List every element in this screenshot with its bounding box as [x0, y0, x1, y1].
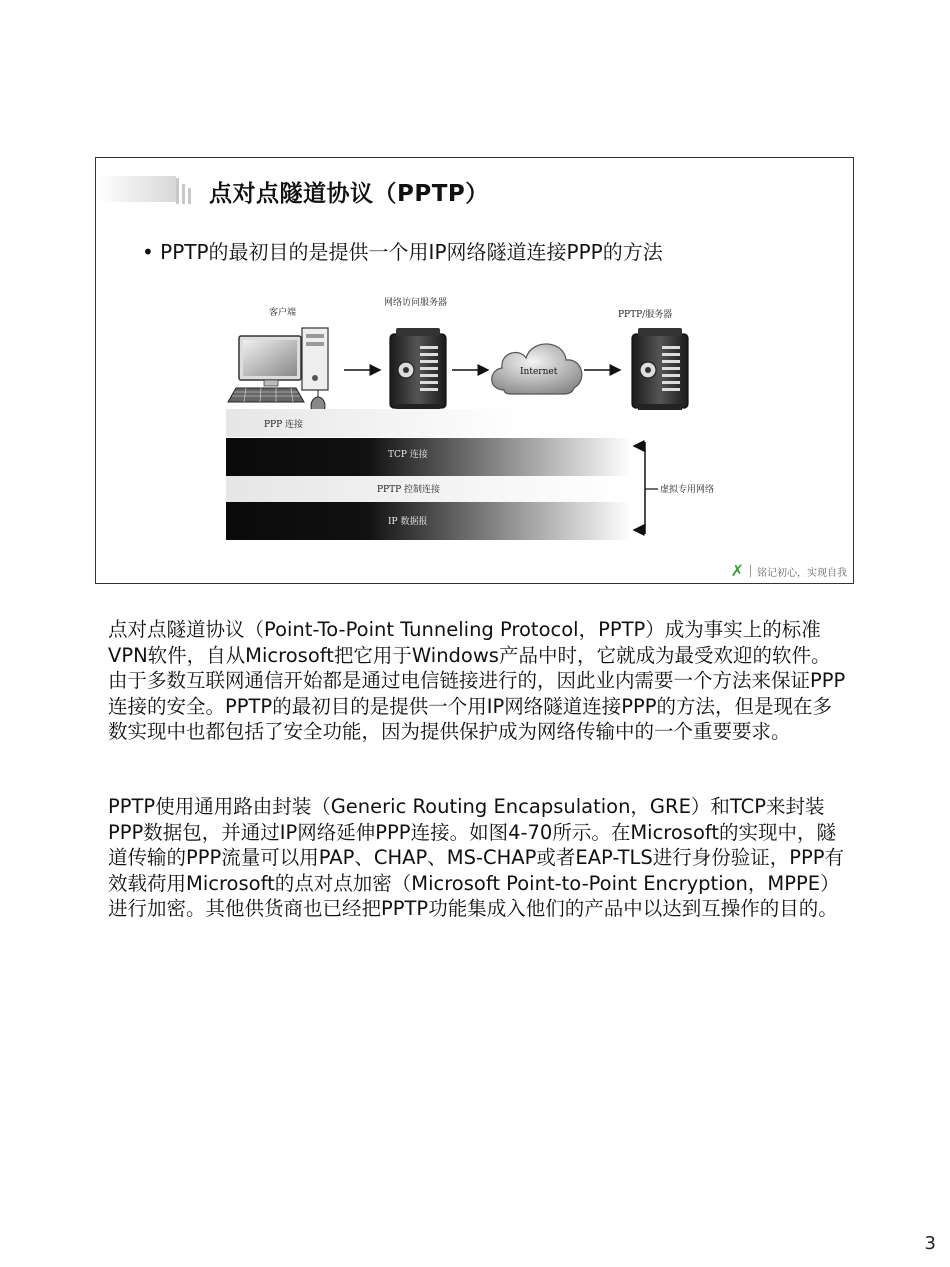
- body-paragraph-2: PPTP使用通用路由封装（Generic Routing Encapsulation，GRE）和TCP来封装PPP数据包，并通过IP网络延伸PPP连接。如图4-70所示。在Microsoft的实现中，隧道传输的PPP流量可以用PAP、CHAP、MS-CHAP或者EAP-TLS进行身份验证，PPP有效载荷用Microsoft的点对点加密（Microsoft Point-to-Point Encryption，MPPE）进行加密。其他供货商也已经把PPTP功能集成入他们的产品中以达到互操作的目的。: [108, 795, 845, 920]
- slide-frame: [95, 157, 854, 584]
- page-number: 3: [924, 1233, 936, 1254]
- client-label: 客户端: [269, 308, 297, 318]
- ip-layer-bar: [226, 502, 631, 540]
- tcp-layer-bar: [226, 438, 631, 476]
- slide-footer: [731, 563, 847, 579]
- nas-server-icon: [390, 328, 446, 410]
- body-paragraph-1: 点对点隧道协议（Point-To-Point Tunneling Protocol，PPTP）成为事实上的标准VPN软件，自从Microsoft把它用于Windows产品中时，它就成为最受欢迎的软件。由于多数互联网通信开始都是通过电信链接进行的，因此业内需要一个方法来保证PPP连接的安全。PPTP的最初目的是提供一个用IP网络隧道连接PPP的方法，但是现在多数实现中也都包括了安全功能，因为提供保护成为网络传输中的一个重要要求。: [108, 618, 846, 743]
- pptp-diagram: [96, 158, 854, 584]
- cloud-label: Internet: [520, 367, 558, 377]
- brand-logo-icon: ✗: [730, 561, 744, 580]
- client-computer-icon: [228, 328, 328, 415]
- ip-layer-label: IP 数据报: [388, 517, 428, 527]
- nas-label: 网络访问服务器: [384, 298, 448, 308]
- server-label: PPTP/服务器: [618, 310, 673, 320]
- vpn-label: 虚拟专用网络: [660, 485, 715, 495]
- internet-cloud-icon: [492, 344, 582, 394]
- slide-title: 点对点隧道协议（PPTP）: [209, 181, 489, 207]
- tcp-layer-label: TCP 连接: [388, 450, 428, 460]
- ppp-layer-label: PPP 连接: [264, 420, 304, 430]
- vpn-bracket: [634, 442, 658, 534]
- footer-divider: [750, 565, 751, 577]
- slide-bullet: • PPTP的最初目的是提供一个用IP网络隧道连接PPP的方法: [142, 240, 663, 264]
- control-layer-label: PPTP 控制连接: [377, 485, 441, 495]
- footer-slogan: 铭记初心，实现自我: [757, 567, 847, 579]
- pptp-server-icon: [632, 328, 688, 410]
